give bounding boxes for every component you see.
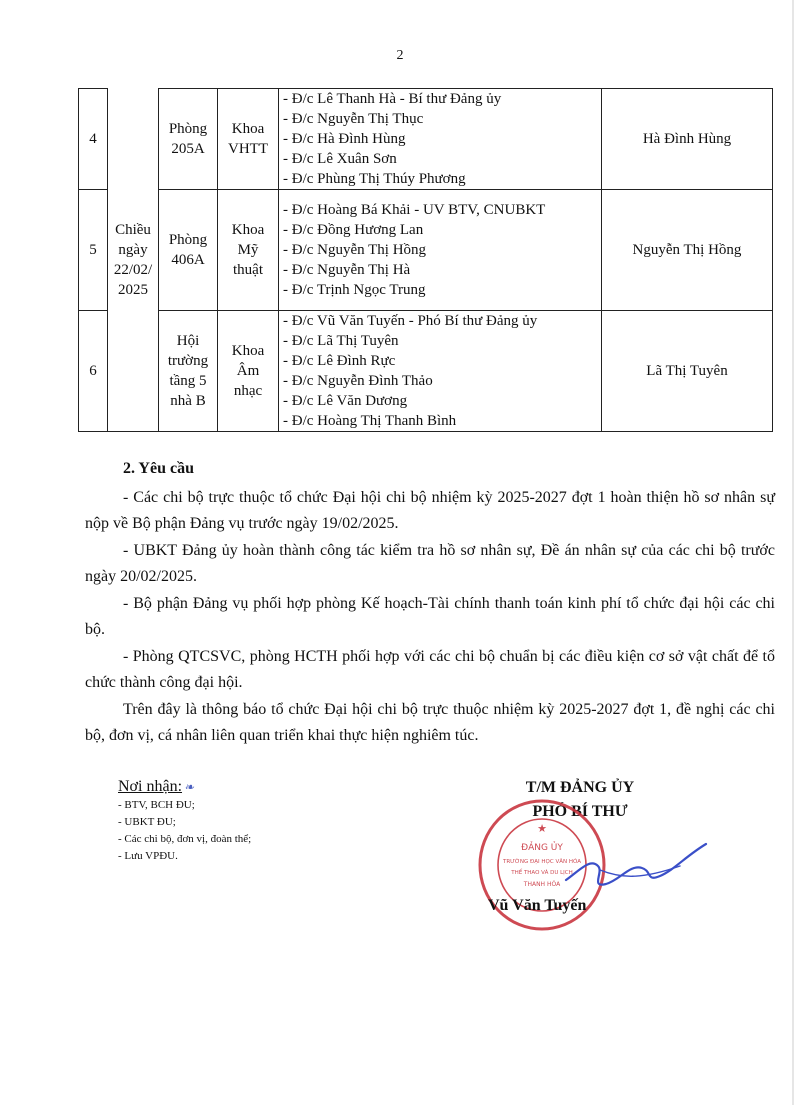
member-line: - Đ/c Lê Văn Dương (283, 393, 408, 409)
unit-line: Âm (236, 363, 260, 379)
recipients-title: Nơi nhận: (118, 778, 183, 795)
schedule-table (78, 88, 773, 432)
time-line: 2025 (118, 281, 148, 298)
members-cell (279, 190, 602, 311)
member-line: - Đ/c Đồng Hương Lan (283, 222, 424, 238)
table-row (79, 89, 773, 190)
room-line: 205A (171, 141, 205, 157)
requirement-paragraph: - Các chi bộ trực thuộc tổ chức Đại hội chi bộ nhiệm kỳ 2025-2027 đợt 1 hoàn thiện hồ sơ nhân sự nộp về Bộ phận Đảng vụ trước ngày 19/02/2025. (85, 489, 775, 532)
page-number: 2 (396, 48, 404, 63)
leader-cell: Nguyễn Thị Hồng (602, 190, 773, 311)
room-line: Phòng (168, 121, 208, 137)
member-line: - Đ/c Lê Xuân Sơn (283, 151, 397, 167)
unit-line: VHTT (228, 141, 268, 157)
unit-line: Khoa (231, 222, 265, 238)
time-line: 22/02/ (113, 261, 153, 278)
requirement-paragraph: - Phòng QTCSVC, phòng HCTH phối hợp với các chi bộ chuẩn bị các điều kiện cơ sở vật chất để tổ chức thành công đại hội. (85, 648, 775, 691)
members-cell (279, 311, 602, 432)
seal-text: THỂ THAO VÀ DU LỊCH (511, 870, 573, 876)
member-line: - Đ/c Nguyễn Thị Thục (283, 111, 424, 127)
handwritten-signature-icon (560, 830, 710, 900)
member-line: - Đ/c Nguyễn Đình Thảo (283, 373, 433, 389)
room-line: tầng 5 (169, 373, 207, 389)
member-line: - Đ/c Lê Đình Rực (283, 353, 396, 369)
unit-line: nhạc (233, 383, 263, 399)
unit-cell (218, 311, 279, 432)
seal-star-icon: ★ (537, 822, 547, 835)
member-line: - Đ/c Nguyễn Thị Hồng (283, 242, 427, 258)
member-line: - Đ/c Hoàng Bá Khải - UV BTV, CNUBKT (283, 202, 546, 218)
unit-line: Khoa (231, 121, 265, 137)
row-number: 6 (79, 311, 108, 432)
member-line: - Đ/c Lê Thanh Hà - Bí thư Đảng ủy (283, 91, 502, 107)
time-line: Chiều (115, 221, 151, 238)
member-line: - Đ/c Hoàng Thị Thanh Bình (283, 413, 457, 429)
room-cell (159, 190, 218, 311)
signature-title: T/M ĐẢNG ỦY (525, 779, 635, 796)
row-number: 4 (79, 89, 108, 190)
room-line: Hội (176, 333, 200, 349)
room-line: Phòng (168, 232, 208, 248)
recipient-item: - UBKT ĐU; (118, 816, 176, 828)
table-row (79, 190, 773, 311)
unit-line: Khoa (231, 343, 265, 359)
signature-role: PHÓ BÍ THƯ (532, 803, 628, 820)
unit-line: Mỹ (237, 242, 259, 258)
member-line: - Đ/c Nguyễn Thị Hà (283, 262, 411, 278)
recipients-block (118, 778, 251, 865)
room-line: nhà B (170, 393, 206, 409)
room-cell (159, 311, 218, 432)
unit-cell (218, 190, 279, 311)
member-line: - Đ/c Trịnh Ngọc Trung (283, 282, 426, 298)
room-line: trường (167, 353, 209, 369)
scan-edge (792, 0, 794, 1105)
seal-text: TRƯỜNG ĐẠI HỌC VĂN HÓA (502, 859, 582, 865)
table-row (79, 311, 773, 432)
leader-cell: Hà Đình Hùng (602, 89, 773, 190)
time-cell (108, 89, 159, 432)
handwritten-mark-icon: ❧ (184, 780, 195, 794)
recipient-item: - Các chi bộ, đơn vị, đoàn thể; (118, 833, 252, 845)
member-line: - Đ/c Vũ Văn Tuyến - Phó Bí thư Đảng ủy (283, 313, 538, 329)
recipient-item: - Lưu VPĐU. (118, 850, 178, 862)
member-line: - Đ/c Hà Đình Hùng (283, 131, 406, 147)
time-line: ngày (118, 241, 148, 258)
signer-name: Vũ Văn Tuyến (488, 897, 587, 914)
unit-line: thuật (233, 262, 263, 278)
row-number: 5 (79, 190, 108, 311)
closing-paragraph: Trên đây là thông báo tổ chức Đại hội chi bộ trực thuộc nhiệm kỳ 2025-2027 đợt 1, đề nghị các chi bộ, đơn vị, cá nhân liên quan triển khai thực hiện nghiêm túc. (85, 701, 775, 744)
members-cell (279, 89, 602, 190)
seal-text: ĐẢNG ỦY (521, 843, 563, 853)
seal-text: THANH HÓA (523, 881, 561, 888)
unit-cell (218, 89, 279, 190)
requirements-section (85, 456, 775, 750)
leader-cell: Lã Thị Tuyên (602, 311, 773, 432)
requirement-paragraph: - Bộ phận Đảng vụ phối hợp phòng Kế hoạch-Tài chính thanh toán kinh phí tổ chức đại hội các chi bộ. (85, 595, 775, 638)
room-cell (159, 89, 218, 190)
room-line: 406A (171, 252, 205, 268)
recipient-item: - BTV, BCH ĐU; (118, 799, 195, 811)
requirement-paragraph: - UBKT Đảng ủy hoàn thành công tác kiểm tra hồ sơ nhân sự, Đề án nhân sự của các chi bộ trước ngày 20/02/2025. (85, 542, 775, 585)
member-line: - Đ/c Phùng Thị Thúy Phương (283, 171, 466, 187)
section-heading: 2. Yêu cầu (123, 460, 194, 477)
member-line: - Đ/c Lã Thị Tuyên (283, 333, 399, 349)
